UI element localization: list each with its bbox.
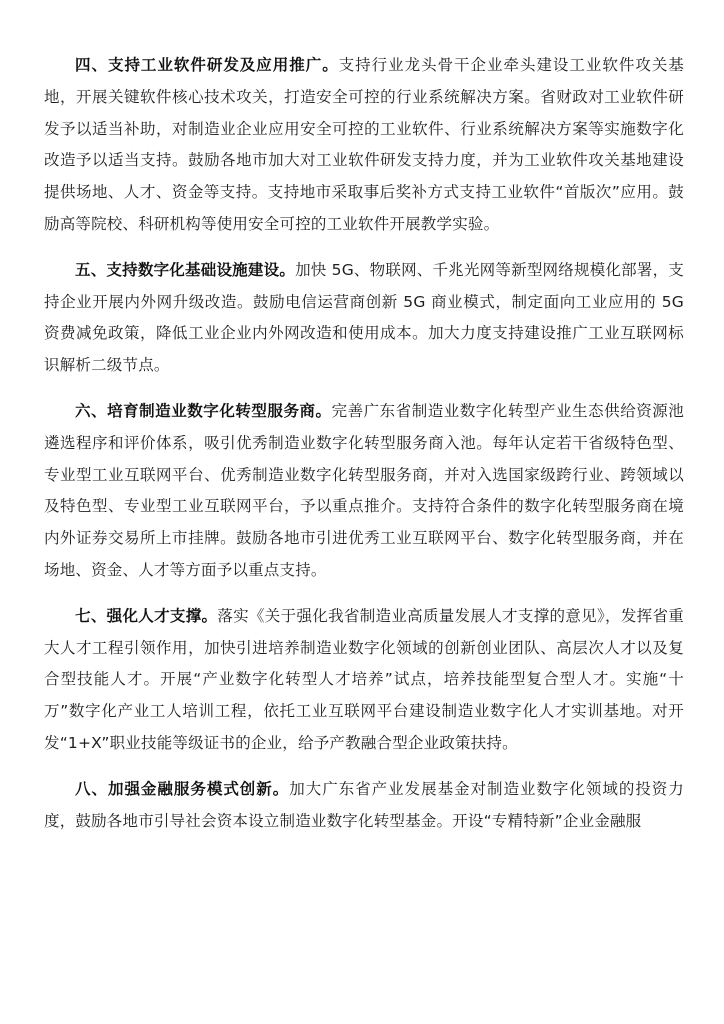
paragraph-heading: 六、培育制造业数字化转型服务商。 [75, 401, 332, 420]
paragraph-heading: 七、强化人才支撑。 [75, 606, 218, 625]
paragraph-text: 加快 5G、物联网、千兆光网等新型网络规模化部署，支持企业开展内外网升级改造。鼓励电信运营商创新 5G 商业模式，制定面向工业应用的 5G 资费减免政策，降低工业企业内外网改造和使用成本。加大力度支持建设推广工业互联网标识解析二级节点。 [44, 260, 684, 375]
paragraph-text: 加大广东省产业发展基金对制造业数字化领域的投资力度，鼓励各地市引导社会资本设立制造业数字化转型基金。开设“专精特新”企业金融服 [44, 779, 684, 830]
paragraph-text: 完善广东省制造业数字化转型产业生态供给资源池遴选程序和评价体系，吸引优秀制造业数字化转型服务商入池。每年认定若干省级特色型、专业型工业互联网平台、优秀制造业数字化转型服务商，并对入选国家级跨行业、跨领域以及特色型、专业型工业互联网平台，予以重点推介。支持符合条件的数字化转型服务商在境内外证券交易所上市挂牌。鼓励各地市引进优秀工业互联网平台、数字化转型服务商，并在场地、资金、人才等方面予以重点支持。 [44, 401, 684, 579]
paragraph-software [44, 50, 684, 241]
paragraph-heading: 五、支持数字化基础设施建设。 [75, 260, 296, 279]
paragraph-talent [44, 601, 684, 760]
document-body [44, 50, 684, 851]
paragraph-heading: 四、支持工业软件研发及应用推广。 [75, 56, 339, 74]
paragraph-service-providers [44, 396, 684, 587]
paragraph-finance [44, 774, 684, 838]
paragraph-text: 支持行业龙头骨干企业牵头建设工业软件攻关基地，开展关键软件核心技术攻关，打造安全可控的行业系统解决方案。省财政对工业软件研发予以适当补助，对制造业企业应用安全可控的工业软件、行业系统解决方案等实施数字化改造予以适当支持。鼓励各地市加大对工业软件研发支持力度，并为工业软件攻关基地建设提供场地、人才、资金等支持。支持地市采取事后奖补方式支持工业软件“首版次”应用。鼓励高等院校、科研机构等使用安全可控的工业软件开展教学实验。 [44, 56, 684, 233]
paragraph-text: 落实《关于强化我省制造业高质量发展人才支撑的意见》，发挥省重大人才工程引领作用，加快引进培养制造业数字化领域的创新创业团队、高层次人才以及复合型技能人才。开展“产业数字化转型人才培养”试点，培养技能型复合型人才。实施“十万”数字化产业工人培训工程，依托工业互联网平台建设制造业数字化人才实训基地。对开发“1+X”职业技能等级证书的企业，给予产教融合型企业政策扶持。 [44, 606, 684, 752]
paragraph-heading: 八、加强金融服务模式创新。 [75, 779, 290, 798]
paragraph-infrastructure [44, 255, 684, 382]
